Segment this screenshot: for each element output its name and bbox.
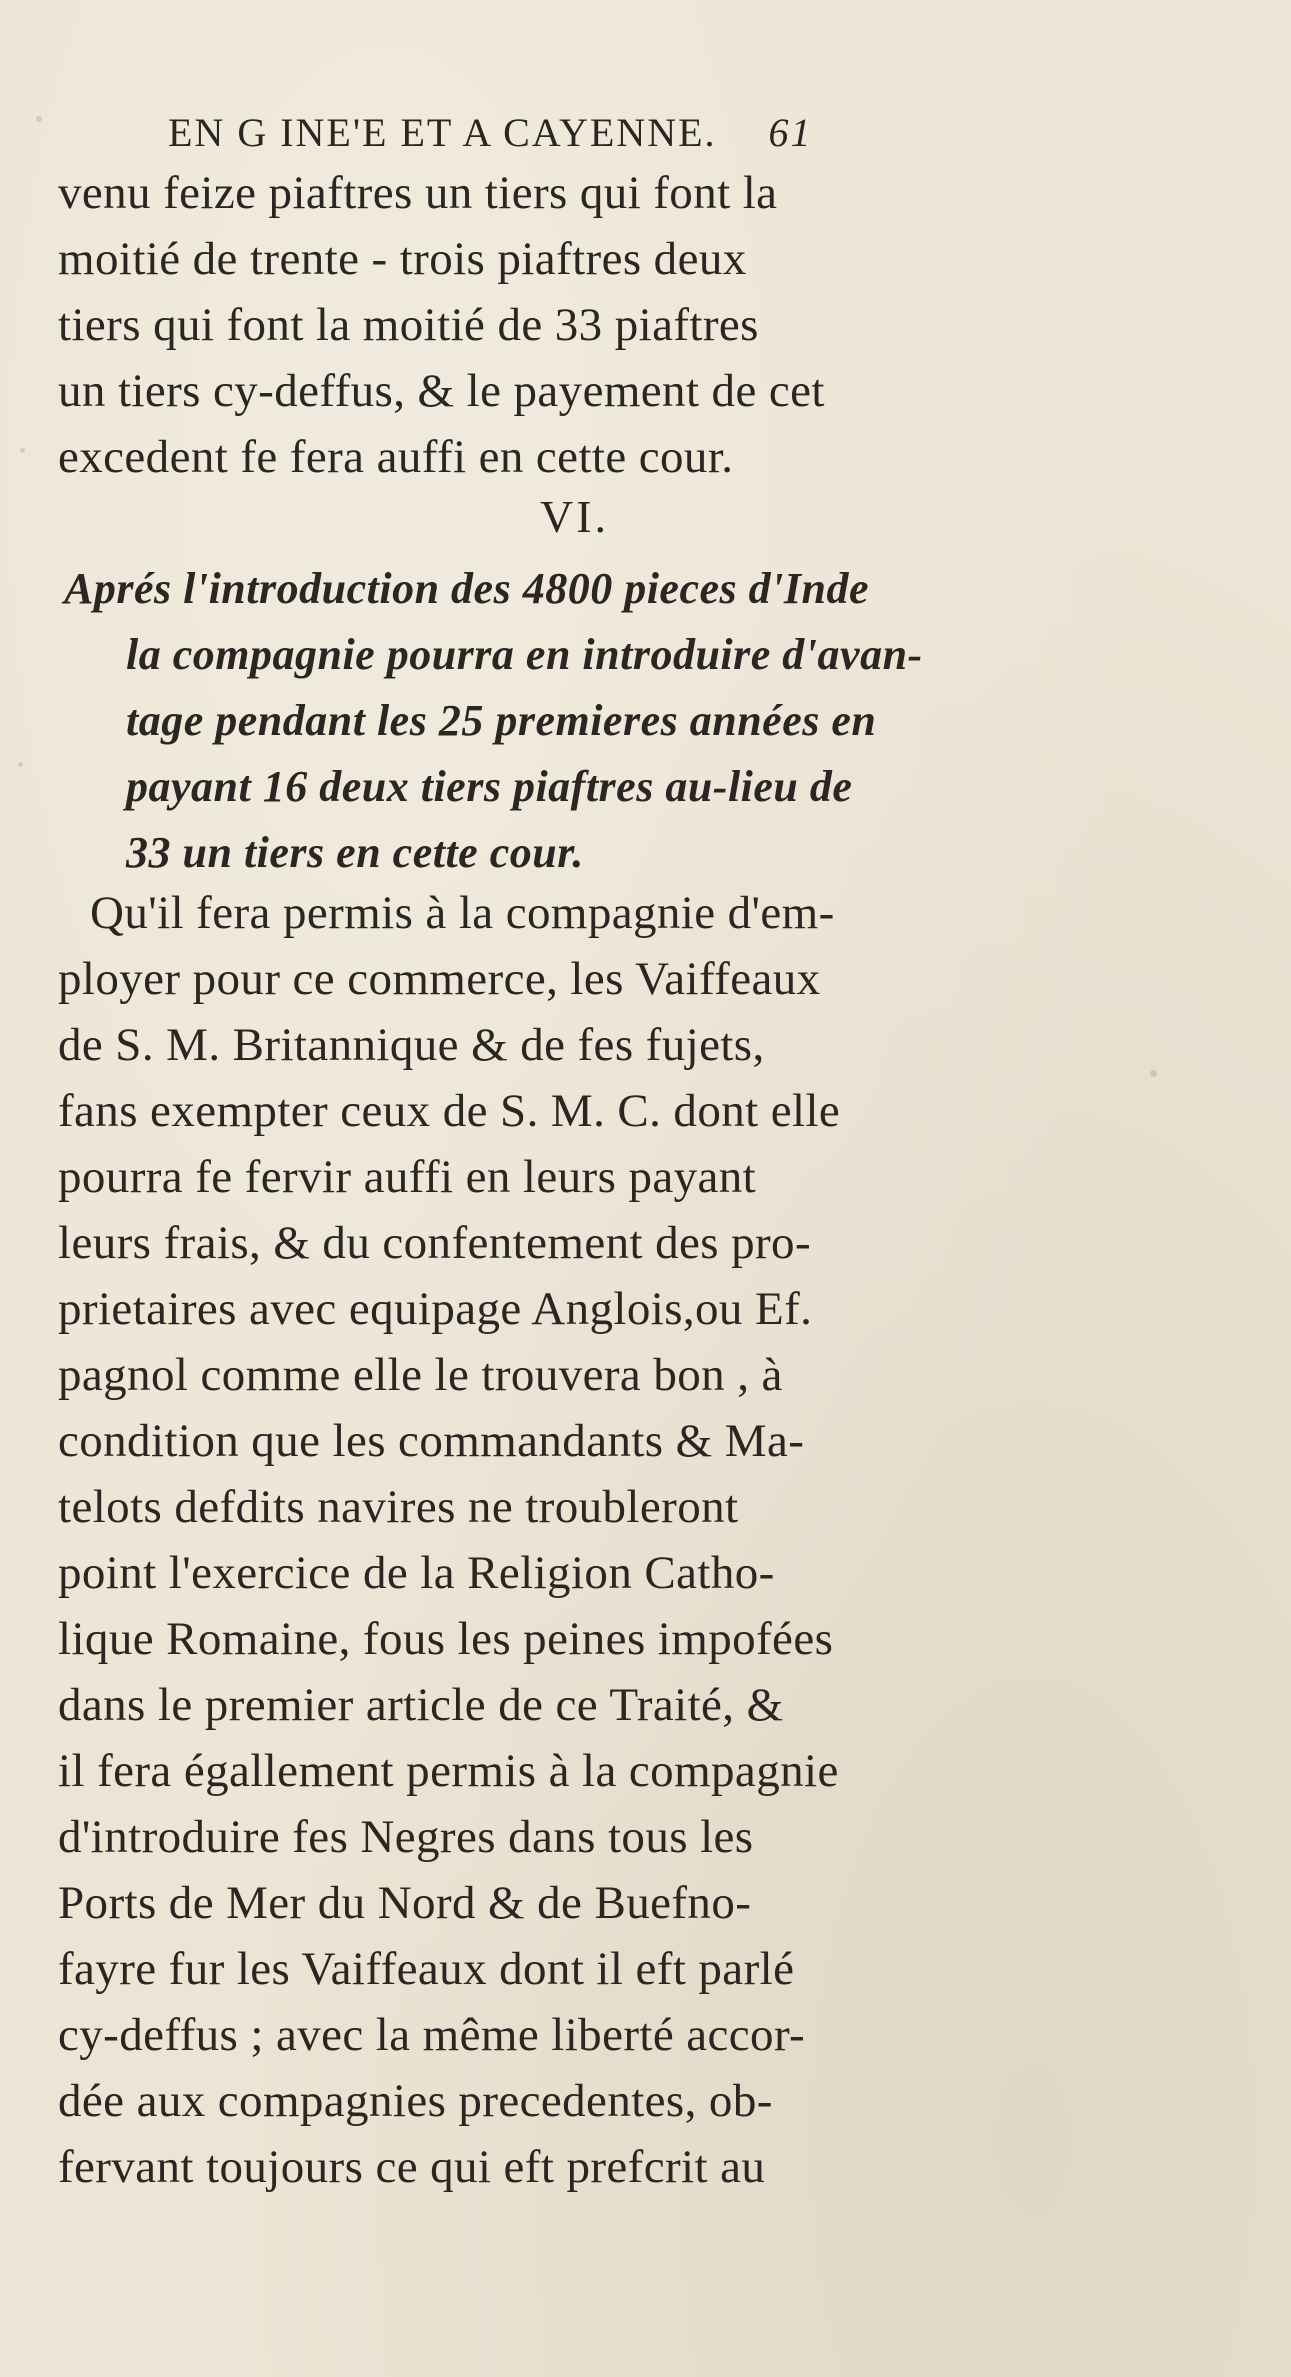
article-summary-line: tage pendant les 25 premieres années en [126,696,877,745]
article-summary-line: 33 un tiers en cette cour. [126,828,584,877]
running-title: EN G INE'E ET A CAYENNE. [168,110,717,155]
text-line: cy-deffus ; avec la même liberté accor- [58,2009,806,2061]
text-line: prietaires avec equipage Anglois,ou Ef. [58,1283,813,1335]
text-line: moitié de trente - trois piaftres deux [58,233,747,285]
text-line: un tiers cy-deffus, & le payement de cet [58,365,825,417]
article-summary-line: payant 16 deux tiers piaftres au-lieu de [126,762,853,811]
text-line: pourra fe fervir auffi en leurs payant [58,1151,757,1203]
paper-spot [36,116,42,122]
article-summary-line: la compagnie pourra en introduire d'avan- [126,630,923,679]
text-line: excedent fe fera auffi en cette cour. [58,431,734,483]
text-line: telots defdits navires ne troubleront [58,1481,739,1533]
text-line: leurs frais, & du confentement des pro- [58,1217,812,1269]
article-summary-line: Aprés l'introduction des 4800 pieces d'Inde [64,564,869,613]
text-line: fans exempter ceux de S. M. C. dont elle [58,1085,841,1137]
paper-spot [18,762,23,767]
text-line: ployer pour ce commerce, les Vaiffeaux [58,953,821,1005]
text-line: il fera égallement permis à la compagnie [58,1745,839,1797]
text-line: venu feize piaftres un tiers qui font la [58,167,778,219]
text-line: lique Romaine, fous les peines impofées [58,1613,834,1665]
text-line: fervant toujours ce qui eft prefcrit au [58,2141,766,2193]
text-line: Qu'il fera permis à la compagnie d'em- [90,887,835,939]
text-line: pagnol comme elle le trouvera bon , à [58,1349,783,1401]
text-line: dans le premier article de ce Traité, & [58,1679,784,1731]
text-line: fayre fur les Vaiffeaux dont il eft parlé [58,1943,795,1995]
text-line: Ports de Mer du Nord & de Buefno- [58,1877,752,1929]
text-line: de S. M. Britannique & de fes fujets, [58,1019,765,1071]
running-header [168,108,1108,158]
text-line: point l'exercice de la Religion Catho- [58,1547,775,1599]
text-line: tiers qui font la moitié de 33 piaftres [58,299,759,351]
text-line: condition que les commandants & Ma- [58,1415,805,1467]
text-line: d'introduire fes Negres dans tous les [58,1811,754,1863]
page-number: 61 [768,110,813,155]
paper-spot [1150,1070,1157,1077]
section-heading: VI. [540,491,610,542]
text-line: dée aux compagnies precedentes, ob- [58,2075,773,2127]
paper-spot [20,448,25,453]
